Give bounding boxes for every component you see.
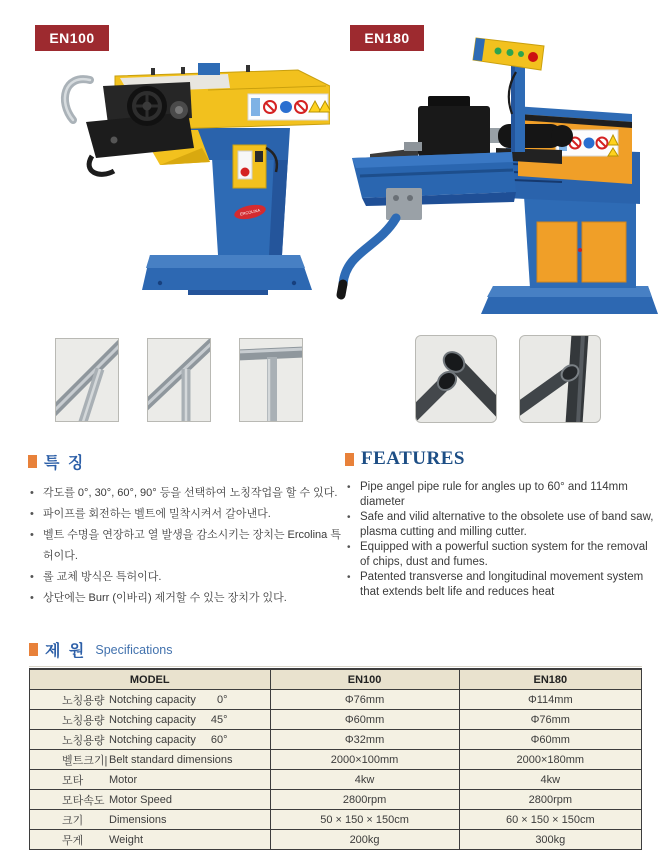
features-en-section <box>345 448 659 600</box>
spec-label: 노칭용량 Notching capacity 45° <box>30 710 271 730</box>
features-en-title: FEATURES <box>361 448 465 469</box>
spec-label: 크기 Dimensions <box>30 810 271 830</box>
orange-square-bullet-icon <box>28 455 37 468</box>
en100-warning-labels <box>248 94 330 120</box>
list-item: • 각도를 0°, 30°, 60°, 90° 등을 선택하여 노칭작업을 할 수 있다. <box>28 483 344 504</box>
list-item: • 벨트 수명을 연장하고 열 발생을 감소시키는 장치는 Ercolina 특허이다. <box>28 525 344 567</box>
spec-value-en100: 50 × 150 × 150cm <box>270 810 459 830</box>
spec-value-en100: Φ60mm <box>270 710 459 730</box>
spec-value-en100: 200kg <box>270 830 459 850</box>
spec-label: 노칭용량 Notching capacity 60° <box>30 730 271 750</box>
start-button <box>495 48 502 55</box>
list-item: • Patented transverse and longitudinal movement system that extends belt life and reduces heat <box>345 570 659 599</box>
spec-value-en100: Φ76mm <box>270 690 459 710</box>
list-item: • 파이프를 회전하는 벨트에 밀착시켜서 갈아낸다. <box>28 504 344 525</box>
orange-square-bullet-icon <box>29 643 38 656</box>
list-item: • Equipped with a powerful suction system for the removal of chips, dust and fumes. <box>345 540 659 569</box>
features-kr-list <box>28 483 344 609</box>
specifications-section <box>29 638 642 850</box>
spec-value-en100: Φ32mm <box>270 730 459 750</box>
spec-value-en100: 4kw <box>270 770 459 790</box>
spec-label: 벨트크기| Belt standard dimensions <box>30 750 271 770</box>
specifications-heading <box>29 638 642 667</box>
ercolina-logo-text: ERCOLINA <box>239 207 261 217</box>
specs-title-kr: 제 원 <box>45 643 87 660</box>
table-row <box>30 770 642 790</box>
spec-value-en180: 2000×180mm <box>459 750 641 770</box>
bend-handle <box>343 218 396 284</box>
en180-pedestal <box>524 196 636 288</box>
list-item: • Safe and vilid alternative to the obsolete use of band saw, plasma cutting and milling cutter. <box>345 510 659 539</box>
list-item: • 롤 교체 방식은 특허이다. <box>28 567 344 588</box>
list-item: • 상단에는 Burr (이바리) 제거할 수 있는 장치가 있다. <box>28 588 344 609</box>
spec-label: 모타속도 Motor Speed <box>30 790 271 810</box>
run-button <box>507 49 514 56</box>
spec-header-row <box>30 669 642 690</box>
en180-clamp-assembly <box>341 96 516 295</box>
orange-square-bullet-icon <box>345 453 354 466</box>
features-kr-title: 특 징 <box>44 455 86 472</box>
en100-base <box>142 255 312 295</box>
en100-sample-thumbnails <box>55 338 303 422</box>
en180-sample-thumbnails <box>415 335 601 423</box>
col-header-model: MODEL <box>30 669 271 690</box>
spec-value-en180: Φ76mm <box>459 710 641 730</box>
model-badge-en180: EN180 <box>350 25 424 51</box>
emergency-stop-button <box>528 52 538 62</box>
model-badge-en100: EN100 <box>35 25 109 51</box>
emergency-stop-button <box>241 168 250 177</box>
sample-thumbnail <box>519 335 601 423</box>
sample-thumbnail <box>415 335 497 423</box>
spec-label: 모타 Motor <box>30 770 271 790</box>
spec-value-en180: 4kw <box>459 770 641 790</box>
spec-value-en180: Φ114mm <box>459 690 641 710</box>
col-header-en180: EN180 <box>459 669 641 690</box>
features-en-heading <box>345 448 659 470</box>
specs-title-en: Specifications <box>95 642 173 657</box>
sample-thumbnail <box>55 338 119 422</box>
spec-value-en180: 300kg <box>459 830 641 850</box>
table-row <box>30 730 642 750</box>
spec-value-en100: 2800rpm <box>270 790 459 810</box>
table-row <box>30 810 642 830</box>
table-row <box>30 710 642 730</box>
sample-thumbnail <box>147 338 211 422</box>
spec-table <box>29 668 642 850</box>
table-row <box>30 750 642 770</box>
spec-value-en100: 2000×100mm <box>270 750 459 770</box>
spec-value-en180: Φ60mm <box>459 730 641 750</box>
features-kr-section <box>28 450 344 609</box>
table-row <box>30 790 642 810</box>
features-en-list <box>345 480 659 599</box>
spec-label: 무게 Weight <box>30 830 271 850</box>
table-row <box>30 830 642 850</box>
features-kr-heading <box>28 450 344 473</box>
spec-value-en180: 60 × 150 × 150cm <box>459 810 641 830</box>
sample-thumbnail <box>239 338 303 422</box>
en100-machine-photo <box>48 62 330 308</box>
list-item: • Pipe angel pipe rule for angles up to 60° and 114mm diameter <box>345 480 659 509</box>
spec-value-en180: 2800rpm <box>459 790 641 810</box>
power-switch <box>255 151 263 162</box>
en180-machine-photo <box>330 36 660 320</box>
en180-base <box>481 286 658 314</box>
col-header-en100: EN100 <box>270 669 459 690</box>
spec-label: 노칭용량 Notching capacity 0° <box>30 690 271 710</box>
table-row <box>30 690 642 710</box>
